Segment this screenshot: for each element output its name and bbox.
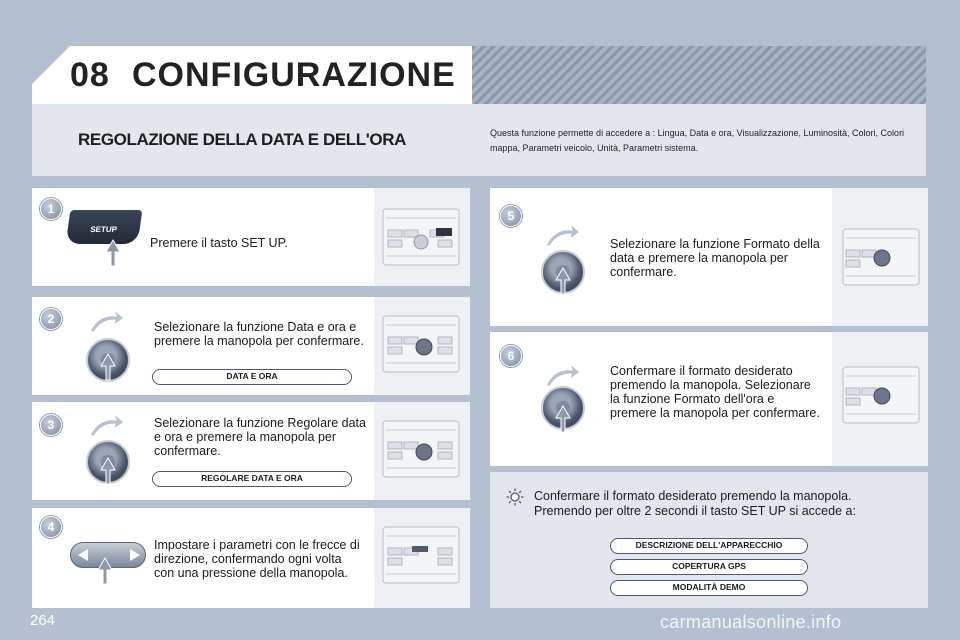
step-text-1: Premere il tasto SET UP. bbox=[150, 236, 288, 250]
menu-label-data-e-ora: DATA E ORA bbox=[152, 369, 352, 385]
menu-label-regolare-data-e-ora: REGOLARE DATA E ORA bbox=[152, 471, 352, 487]
tip-text bbox=[534, 489, 856, 519]
step-badge: 2 bbox=[40, 308, 62, 330]
chapter-title: CONFIGURAZIONE bbox=[132, 56, 456, 94]
push-arrow-icon bbox=[554, 266, 572, 296]
tip-line-2: Premendo per oltre 2 secondi il tasto SET UP si accede a: bbox=[534, 504, 856, 518]
push-arrow-icon bbox=[99, 352, 117, 382]
push-arrow-icon bbox=[104, 238, 122, 268]
curved-arrow-icon bbox=[544, 364, 580, 388]
radio-unit-icon bbox=[382, 315, 460, 373]
tip-line-1: Confermare il formato desiderato premendo la manopola. bbox=[534, 489, 852, 503]
step-text-5: Selezionare la funzione Formato della data e premere la manopola per confermare. bbox=[610, 237, 820, 279]
step-text-3: Selezionare la funzione Regolare data e ora e premere la manopola per confermare. bbox=[154, 416, 366, 458]
push-arrow-icon bbox=[554, 404, 572, 434]
menu-label-descrizione: DESCRIZIONE DELL'APPARECCHIO bbox=[610, 538, 808, 554]
arrow-right-icon bbox=[128, 547, 142, 563]
radio-unit-icon bbox=[842, 366, 920, 424]
sun-tip-icon bbox=[506, 488, 524, 506]
curved-arrow-icon bbox=[88, 310, 124, 334]
intro-text: Questa funzione permette di accedere a : Lingua, Data e ora, Visualizzazione, Luminosità, Colori, Colori mappa, Parametri veicolo, Unità, Parametri sistema. bbox=[490, 128, 905, 153]
step-text-6: Confermare il formato desiderato premendo la manopola. Selezionare la funzione Formato dell'ora e premere la manopola per confermare. bbox=[610, 364, 820, 420]
setup-button-icon: SETUP bbox=[66, 210, 143, 244]
header-stripes bbox=[472, 46, 926, 104]
menu-label-copertura-gps: COPERTURA GPS bbox=[610, 559, 808, 575]
radio-unit-icon bbox=[382, 208, 460, 266]
section-title: REGOLAZIONE DELLA DATA E DELL'ORA bbox=[78, 130, 406, 149]
step-badge: 4 bbox=[40, 516, 62, 538]
radio-unit-icon bbox=[382, 420, 460, 478]
chapter-number: 08 bbox=[70, 56, 110, 94]
push-arrow-icon bbox=[99, 456, 117, 486]
page-number: 264 bbox=[30, 612, 56, 629]
menu-label-modalita-demo: MODALITÀ DEMO bbox=[610, 580, 808, 596]
push-arrow-icon bbox=[96, 556, 114, 586]
step-badge: 1 bbox=[40, 198, 62, 220]
radio-unit-icon bbox=[382, 526, 460, 584]
step-badge: 5 bbox=[500, 205, 522, 227]
step-text-4: Impostare i parametri con le frecce di direzione, confermando ogni volta con una pressione della manopola. bbox=[154, 538, 360, 580]
step-text-2: Selezionare la funzione Data e ora e premere la manopola per confermare. bbox=[154, 320, 364, 348]
step-badge: 6 bbox=[500, 345, 522, 367]
radio-unit-icon bbox=[842, 228, 920, 286]
arrow-left-icon bbox=[76, 547, 90, 563]
watermark: carmanualsonline.info bbox=[660, 612, 842, 632]
step-badge: 3 bbox=[40, 414, 62, 436]
curved-arrow-icon bbox=[544, 224, 580, 248]
curved-arrow-icon bbox=[88, 414, 124, 438]
